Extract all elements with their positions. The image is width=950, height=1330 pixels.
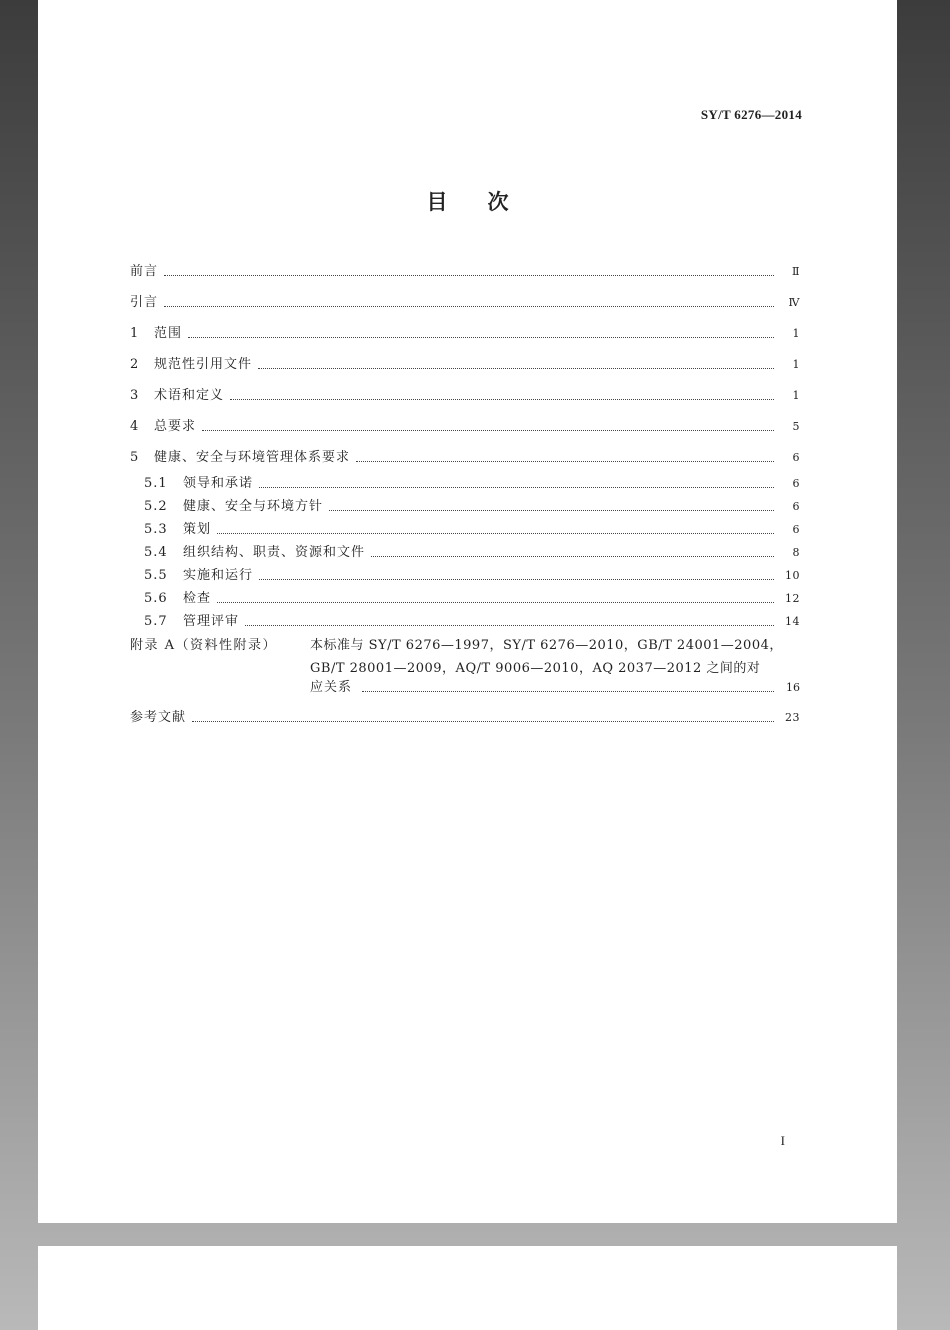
dot-leader — [188, 337, 774, 338]
page-title: 目次 — [426, 190, 549, 214]
toc-page-number: 5 — [792, 420, 800, 433]
dot-leader — [202, 430, 774, 431]
toc-entry-4[interactable] — [130, 419, 800, 435]
toc-entry-number: 5.1 — [144, 476, 168, 491]
toc-entry-number: 5.2 — [144, 499, 168, 514]
document-code: SY/T 6276—2014 — [700, 107, 802, 122]
toc-entry-references[interactable] — [130, 710, 800, 726]
dot-leader — [192, 721, 774, 722]
toc-page-number: 1 — [792, 389, 800, 402]
toc-entry-label: 健康、安全与环境方针 — [183, 499, 324, 514]
dot-leader — [258, 368, 774, 369]
toc-entry-number: 5.3 — [144, 522, 168, 537]
toc-entry-5-6[interactable] — [130, 591, 800, 607]
toc-page-number: Ⅱ — [792, 265, 800, 278]
dot-leader — [217, 602, 774, 603]
toc-page-number: 6 — [792, 451, 800, 464]
toc-entry-label: 健康、安全与环境管理体系要求 — [154, 450, 351, 465]
toc-entry-5[interactable] — [130, 450, 800, 466]
dot-leader — [164, 275, 774, 276]
dot-leader — [164, 306, 774, 307]
toc-entry-5-7[interactable] — [130, 614, 800, 630]
toc-entry-number: 5.4 — [144, 545, 168, 560]
toc-entry-5-4[interactable] — [130, 545, 800, 561]
toc-entry-label: 实施和运行 — [183, 568, 254, 583]
toc-entry-3[interactable] — [130, 388, 800, 404]
toc-entry-number: 1 — [130, 326, 139, 341]
toc-page-number: 8 — [792, 546, 800, 559]
dot-leader — [371, 556, 774, 557]
toc-page-number: 16 — [786, 681, 800, 694]
dot-leader — [245, 625, 774, 626]
toc-entry-foreword[interactable] — [130, 264, 800, 280]
toc-entry-annex-a[interactable] — [130, 634, 800, 704]
toc-entry-number: 5.6 — [144, 591, 168, 606]
toc-entry-introduction[interactable] — [130, 295, 800, 311]
toc-entry-label: 范围 — [154, 326, 183, 341]
toc-entry-number: 2 — [130, 357, 139, 372]
toc-entry-5-2[interactable] — [130, 499, 800, 515]
dot-leader — [259, 487, 774, 488]
toc-entry-5-1[interactable] — [130, 476, 800, 492]
toc-entry-number: 5.7 — [144, 614, 168, 629]
annex-title-text: 本标准与 SY/T 6276—1997，SY/T 6276—2010，GB/T 24001—2004，GB/T 28001—2009，AQ/T 9006—2010，AQ 2037—2012 之间的对 — [310, 638, 783, 676]
toc-entry-label: 总要求 — [154, 419, 197, 434]
toc-entry-label: 前言 — [130, 264, 159, 279]
toc-entry-number: 5.5 — [144, 568, 168, 583]
toc-entry-label: 规范性引用文件 — [154, 357, 253, 372]
toc-entry-5-5[interactable] — [130, 568, 800, 584]
toc-entry-label: 管理评审 — [183, 614, 240, 629]
toc-entry-2[interactable] — [130, 357, 800, 373]
toc-entry-5-3[interactable] — [130, 522, 800, 538]
toc-entry-label: 组织结构、职责、资源和文件 — [183, 545, 366, 560]
toc-entry-label: 引言 — [130, 295, 159, 310]
toc-page-number: 1 — [792, 358, 800, 371]
toc-page-number: 1 — [792, 327, 800, 340]
dot-leader — [356, 461, 774, 462]
toc-entry-label: 术语和定义 — [154, 388, 225, 403]
toc-entry-number: 3 — [130, 388, 139, 403]
dot-leader — [217, 533, 774, 534]
next-page — [38, 1246, 897, 1330]
annex-title-last-line — [310, 680, 800, 696]
toc-entry-label: 检查 — [183, 591, 212, 606]
toc-entry-number: 5 — [130, 450, 139, 465]
toc-page-number: 6 — [792, 523, 800, 536]
dot-leader — [329, 510, 774, 511]
toc-page-number: 14 — [785, 615, 800, 628]
toc-entry-label: 策划 — [183, 522, 212, 537]
dot-leader — [230, 399, 774, 400]
annex-label: 附录 A（资料性附录） — [130, 638, 278, 653]
toc-entry-number: 4 — [130, 419, 139, 434]
document-page — [38, 0, 897, 1223]
toc-entry-label: 领导和承诺 — [183, 476, 254, 491]
toc-page-number: 12 — [785, 592, 800, 605]
dot-leader — [259, 579, 774, 580]
annex-title-end: 应关系 — [310, 680, 353, 695]
toc-page-number: 6 — [792, 500, 800, 513]
dot-leader — [362, 691, 774, 692]
toc-entry-label: 参考文献 — [130, 710, 187, 725]
toc-page-number: 23 — [785, 711, 800, 724]
page-number: I — [780, 1133, 785, 1148]
toc-page-number: Ⅳ — [788, 296, 800, 309]
toc-page-number: 6 — [792, 477, 800, 490]
toc-page-number: 10 — [785, 569, 800, 582]
toc-entry-1[interactable] — [130, 326, 800, 342]
